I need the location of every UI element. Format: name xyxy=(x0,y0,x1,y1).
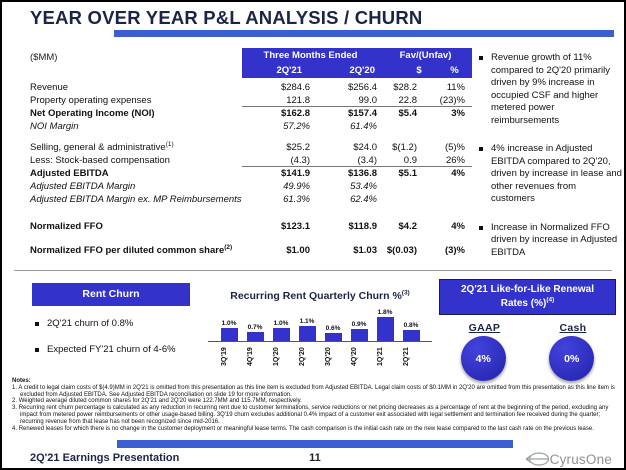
footer-accent-bar xyxy=(117,440,513,448)
table-row: NOI Margin 57.2% 61.4% xyxy=(30,121,377,132)
churn-bars xyxy=(208,305,432,342)
row-label: Normalized FFO xyxy=(30,221,103,232)
chart-title: Recurring Rent Quarterly Churn %$^{(3)}$ xyxy=(230,289,410,302)
renewal-circles xyxy=(439,336,616,381)
cyrusone-arrow-icon xyxy=(524,451,550,467)
bar-column xyxy=(221,320,238,342)
notes-section xyxy=(12,378,618,432)
header-col-2q21: 2Q'21 xyxy=(276,65,302,76)
commentary-bullet: Revenue growth of 11% compared to 2Q'20 primarily driven by 9% increase in occupied CSF and higher metered power reimbursements xyxy=(479,52,622,127)
renewal-labels xyxy=(439,322,616,334)
table-row: Net Operating Income (NOI) $162.8 $157.4 $5.4 3% xyxy=(30,108,465,119)
commentary-bullet: Increase in Normalized FFO driven by increase in Adjusted EBITDA xyxy=(479,222,622,260)
bar-category-label: 1Q'21 xyxy=(376,347,384,367)
row-label: NOI Margin xyxy=(30,121,79,132)
churn-categories xyxy=(208,342,432,370)
cyrusone-logo xyxy=(524,451,612,467)
bar xyxy=(377,317,394,341)
cyrusone-logo-text: CyrusOne xyxy=(549,451,612,467)
bar-category-label: 2Q'21 xyxy=(402,347,410,367)
bar-category-label: 1Q'20 xyxy=(272,347,280,367)
bar-category-label: 2Q'20 xyxy=(298,347,306,367)
note-item: 1. A credit to legal claim costs of $(4.9)MM in 2Q'21 is omitted from this presentation as this line item is excluded from Adjusted EBITDA. Legal claim costs of $0.1MM in 2Q'20 are omitted from this presentation as this line item is excluded from Adjusted EBITDA. See Adjusted EBITDA reconciliation on slide 19 for more information. xyxy=(12,384,615,398)
bar-value-label: 0.8% xyxy=(403,322,419,330)
bar-value-label: 0.9% xyxy=(351,320,367,328)
bullet-square-icon xyxy=(479,226,483,230)
row-label: Revenue xyxy=(30,82,69,93)
footnote-ref-2: (2) xyxy=(224,243,233,251)
table-row: Adjusted EBITDA Margin 49.9% 53.4% xyxy=(30,181,377,192)
note-item: 3. Recurring rent churn percentage is calculated as any reduction in recurring rent due to customer terminations, service reductions or net pricing decreases as a percentage of rent at the beginning of the period, excluding any impact from metered power reimbursements or other usage-based billing. 3Q'19 churn excludes additional 0.4% impact of a customer exit associated with legal settlement and termination fee received during the quarter; recurring revenue from that lease has not been recognized since mid-2016. xyxy=(12,405,609,425)
pl-table-header-box xyxy=(242,48,472,78)
bar-column xyxy=(247,324,264,341)
footnote-ref-4: (4) xyxy=(546,296,555,304)
rent-churn-bullet: 2Q'21 churn of 0.8% xyxy=(35,318,205,331)
notes-heading: Notes: xyxy=(12,378,31,384)
bar-value-label: 0.7% xyxy=(247,323,263,331)
bar-column xyxy=(299,318,316,341)
header-group-fav-unfav: Fav/(Unfav) xyxy=(399,50,452,61)
bar xyxy=(221,328,238,342)
bar xyxy=(351,329,368,341)
row-label: Adjusted EBITDA xyxy=(30,168,109,179)
title-underline-bar xyxy=(114,30,614,37)
bullet-square-icon xyxy=(479,56,483,60)
table-row: Normalized FFO $123.1 $118.9 $4.2 4% xyxy=(30,221,465,232)
footnote-ref-3: (3) xyxy=(401,289,410,297)
row-label: Normalized FFO per diluted common share xyxy=(30,245,225,256)
bar-category-label: 3Q'19 xyxy=(220,347,228,367)
header-group-three-months: Three Months Ended xyxy=(263,50,358,61)
bar-column xyxy=(325,325,342,341)
header-col-dollar: $ xyxy=(416,65,422,76)
bar xyxy=(299,326,316,341)
bar-column xyxy=(351,321,368,341)
pl-table xyxy=(30,48,472,257)
table-row: Adjusted EBITDA $141.9 $136.8 $5.1 4% xyxy=(30,168,465,179)
bar-category-label: 4Q'20 xyxy=(350,347,358,367)
row-label: Property operating expenses xyxy=(30,95,152,106)
note-item: 2. Weighted average diluted common shares for 2Q'21 and 2Q'20 were 122.7MM and 115.7MM, respectively. xyxy=(12,398,302,405)
rent-churn-bullet: Expected FY'21 churn of 4-6% xyxy=(35,344,205,357)
table-row: Normalized FFO per diluted common share$^{(2)}$ $1.00 $1.03 $(0.03) (3)% xyxy=(30,243,465,256)
renewal-rates-header: 2Q'21 Like-for-Like Renewal Rates (%)$^{(4)}$ xyxy=(439,279,616,315)
section-divider xyxy=(14,270,612,271)
footnote-ref-1: (1) xyxy=(165,140,174,148)
page-number: 11 xyxy=(309,452,321,464)
footer-presentation-title: 2Q'21 Earnings Presentation xyxy=(30,452,180,464)
bar xyxy=(247,332,264,341)
bar-column xyxy=(377,309,394,341)
bar-category-label: 3Q'20 xyxy=(324,347,332,367)
bar-value-label: 1.0% xyxy=(273,319,289,327)
bar-value-label: 0.6% xyxy=(325,324,341,332)
bullet-square-icon xyxy=(35,322,39,326)
row-label: Adjusted EBITDA Margin ex. MP Reimbursements xyxy=(30,194,242,205)
churn-chart xyxy=(208,290,432,370)
bar-column xyxy=(403,322,420,341)
rent-churn-header: Rent Churn xyxy=(32,283,190,306)
bar-value-label: 1.0% xyxy=(221,319,237,327)
row-label: Adjusted EBITDA Margin xyxy=(30,181,136,192)
commentary-panel xyxy=(479,52,622,275)
header-col-2q20: 2Q'20 xyxy=(349,65,375,76)
row-label: Less: Stock-based compensation xyxy=(30,155,170,166)
commentary-bullet: 4% increase in Adjusted EBITDA compared to 2Q'20, driven by increase in lease and other revenues from customers xyxy=(479,143,622,206)
pl-table-header xyxy=(30,48,472,78)
gaap-label: GAAP xyxy=(468,322,501,334)
units-label: ($MM) xyxy=(30,52,58,63)
gaap-circle: 4% xyxy=(461,336,506,381)
table-row: Revenue $284.6 $256.4 $28.2 11% xyxy=(30,82,465,93)
page-title: YEAR OVER YEAR P&L ANALYSIS / CHURN xyxy=(30,7,423,28)
table-row: Less: Stock-based compensation (4.3) (3.4) 0.9 26% xyxy=(30,154,472,167)
bar-column xyxy=(273,320,290,342)
header-col-percent: % xyxy=(450,65,459,76)
bar-category-label: 4Q'19 xyxy=(246,347,254,367)
bar xyxy=(325,333,342,341)
table-row: Adjusted EBITDA Margin ex. MP Reimbursements 61.3% 62.4% xyxy=(30,194,377,205)
bar xyxy=(403,330,420,341)
cash-circle: 0% xyxy=(549,336,594,381)
bar-value-label: 1.8% xyxy=(377,308,393,316)
row-label: Selling, general & administrative xyxy=(30,142,166,153)
bar-value-label: 1.1% xyxy=(299,318,315,326)
cash-label: Cash xyxy=(559,322,587,334)
bullet-square-icon xyxy=(479,147,483,151)
row-label: Net Operating Income (NOI) xyxy=(30,108,155,119)
table-row: Property operating expenses 121.8 99.0 22.8 (23)% xyxy=(30,94,472,107)
note-item: 4. Renewed leases for which there is no change in the customer deployment or meaningful lease terms. The cash comparison is the initial cash rate on the new lease compared to the last cash rate on the previous lease. xyxy=(12,425,594,432)
bar xyxy=(273,328,290,342)
bullet-square-icon xyxy=(35,348,39,352)
rent-churn-bullets xyxy=(35,318,205,369)
table-row: Selling, general & administrative$^{(1)}$ $25.2 $24.0 $(1.2) (5)% xyxy=(30,140,465,153)
